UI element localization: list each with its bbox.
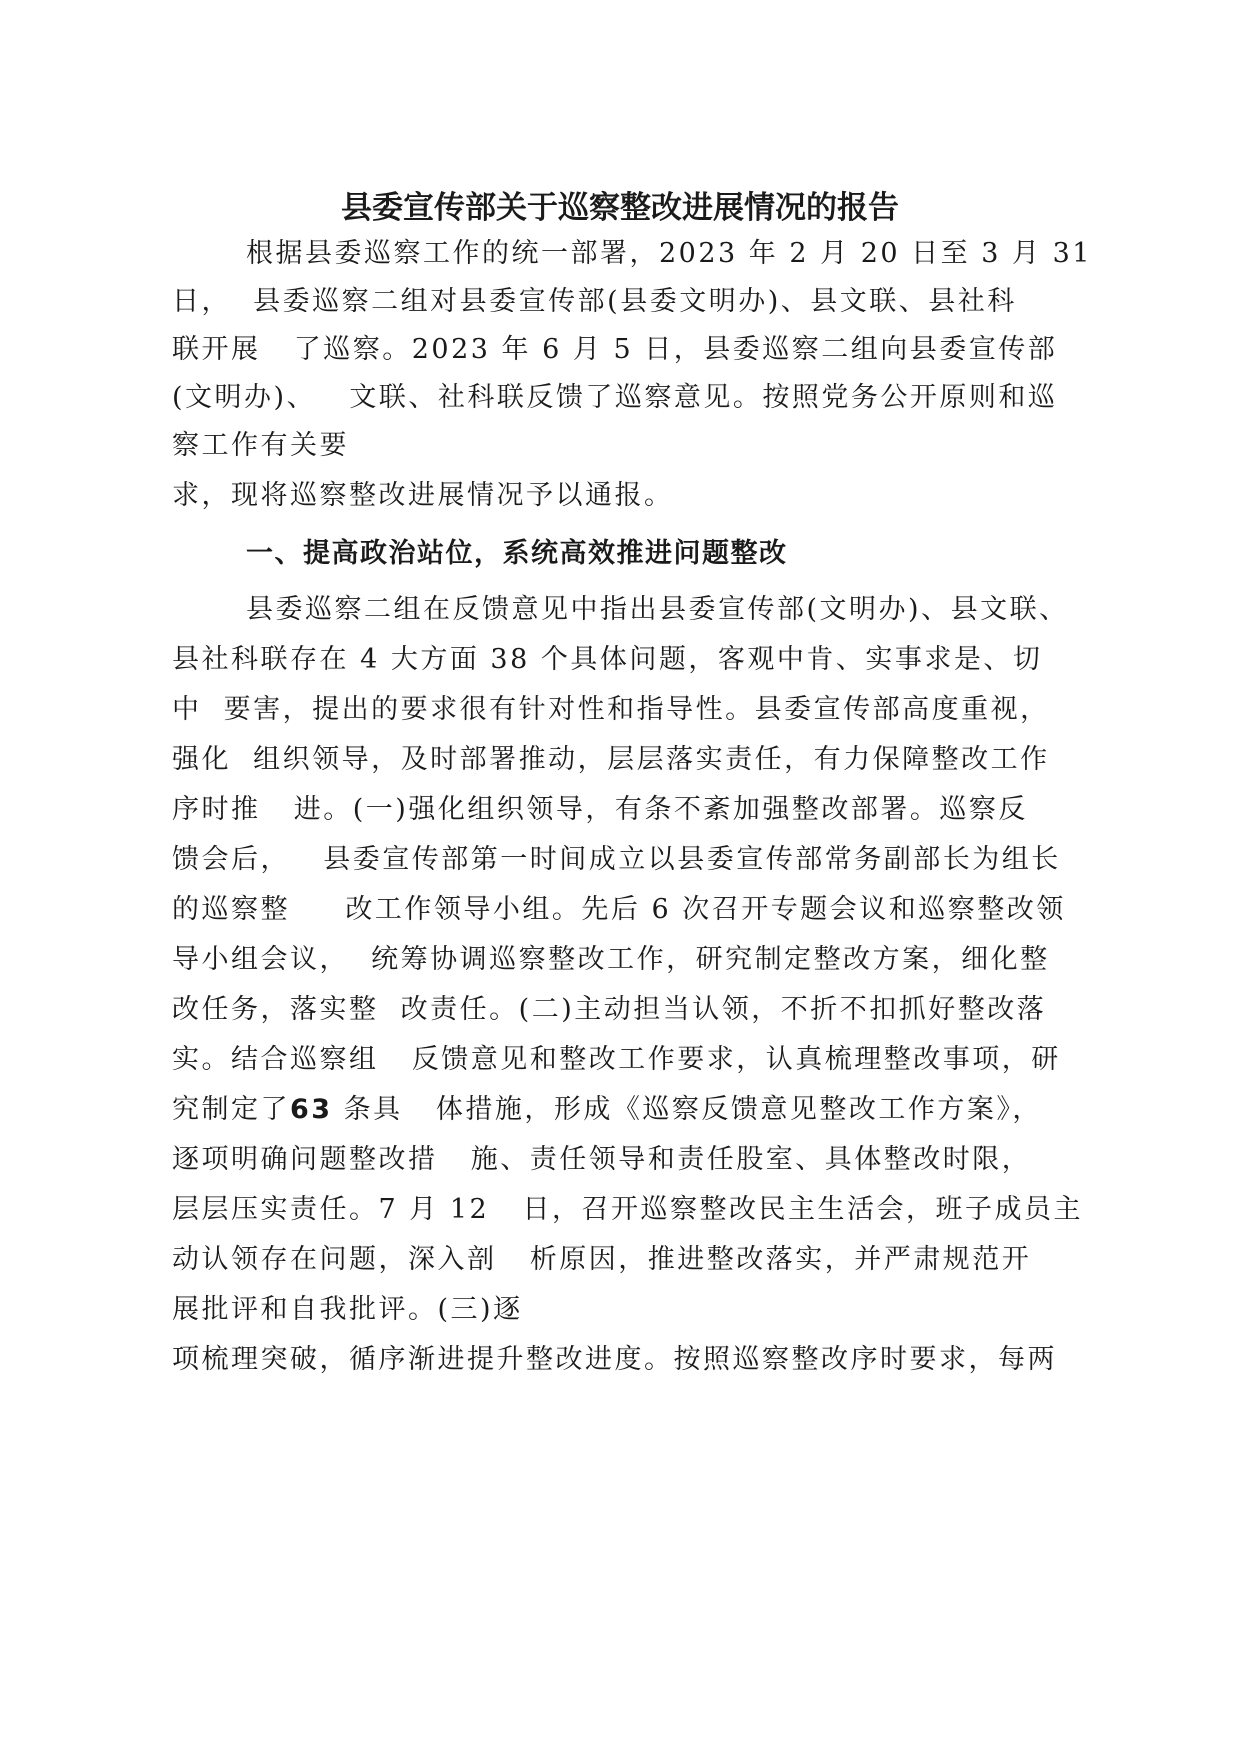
paragraph-line: 的巡察整 改工作领导小组。先后 6 次召开专题会议和巡察整改领 [172, 894, 1066, 925]
paragraph-line: 动认领存在问题，深入剖 析原因，推进整改落实，并严肃规范开 [172, 1244, 1032, 1275]
paragraph-line: 联开展 了巡察。2023 年 6 月 5 日，县委巡察二组向县委宣传部 [172, 334, 1058, 365]
paragraph-line: 县社科联存在 4 大方面 38 个具体问题，客观中肯、实事求是、切 [172, 644, 1043, 675]
paragraph-line: (文明办)、 文联、社科联反馈了巡察意见。按照党务公开原则和巡 [172, 382, 1058, 413]
paragraph-line: 察工作有关要 [172, 430, 349, 461]
paragraph-line: 县委巡察二组在反馈意见中指出县委宣传部(文明办)、县文联、 [246, 594, 1069, 625]
paragraph-line: 层层压实责任。7 月 12 日，召开巡察整改民主生活会，班子成员主 [172, 1194, 1083, 1225]
paragraph-line: 中 要害，提出的要求很有针对性和指导性。县委宣传部高度重视， [172, 694, 1050, 725]
paragraph-line: 日， 县委巡察二组对县委宣传部(县委文明办)、县文联、县社科 [172, 286, 1017, 317]
paragraph-line: 导小组会议， 统筹协调巡察整改工作，研究制定整改方案，细化整 [172, 944, 1050, 975]
line-text: 条具 体措施，形成《巡察反馈意见整改工作方案》， [332, 1094, 1042, 1125]
paragraph-line: 改任务，落实整 改责任。(二)主动担当认领，不折不扣抓好整改落 [172, 994, 1047, 1025]
paragraph-line: 项梳理突破，循序渐进提升整改进度。按照巡察整改序时要求，每两 [172, 1344, 1057, 1375]
document-title: 县委宣传部关于巡察整改进展情况的报告 [341, 190, 899, 226]
paragraph-line: 实。结合巡察组 反馈意见和整改工作要求，认真梳理整改事项，研 [172, 1044, 1061, 1075]
paragraph-line: 根据县委巡察工作的统一部署，2023 年 2 月 20 日至 3 月 31 [246, 238, 1092, 269]
paragraph-line: 求，现将巡察整改进展情况予以通报。 [172, 480, 674, 511]
paragraph-line: 馈会后， 县委宣传部第一时间成立以县委宣传部常务副部长为组长 [172, 844, 1061, 875]
paragraph-line: 逐项明确问题整改措 施、责任领导和责任股室、具体整改时限， [172, 1144, 1032, 1175]
paragraph-line: 序时推 进。(一)强化组织领导，有条不紊加强整改部署。巡察反 [172, 794, 1028, 825]
paragraph-line: 展批评和自我批评。(三)逐 [172, 1294, 523, 1325]
paragraph-line: 强化 组织领导，及时部署推动，层层落实责任，有力保障整改工作 [172, 744, 1050, 775]
measure-count: 63 [290, 1094, 333, 1125]
section-heading: 一、提高政治站位，系统高效推进问题整改 [246, 538, 788, 569]
paragraph-line [172, 1090, 1042, 1130]
line-text: 究制定了 [172, 1094, 290, 1125]
